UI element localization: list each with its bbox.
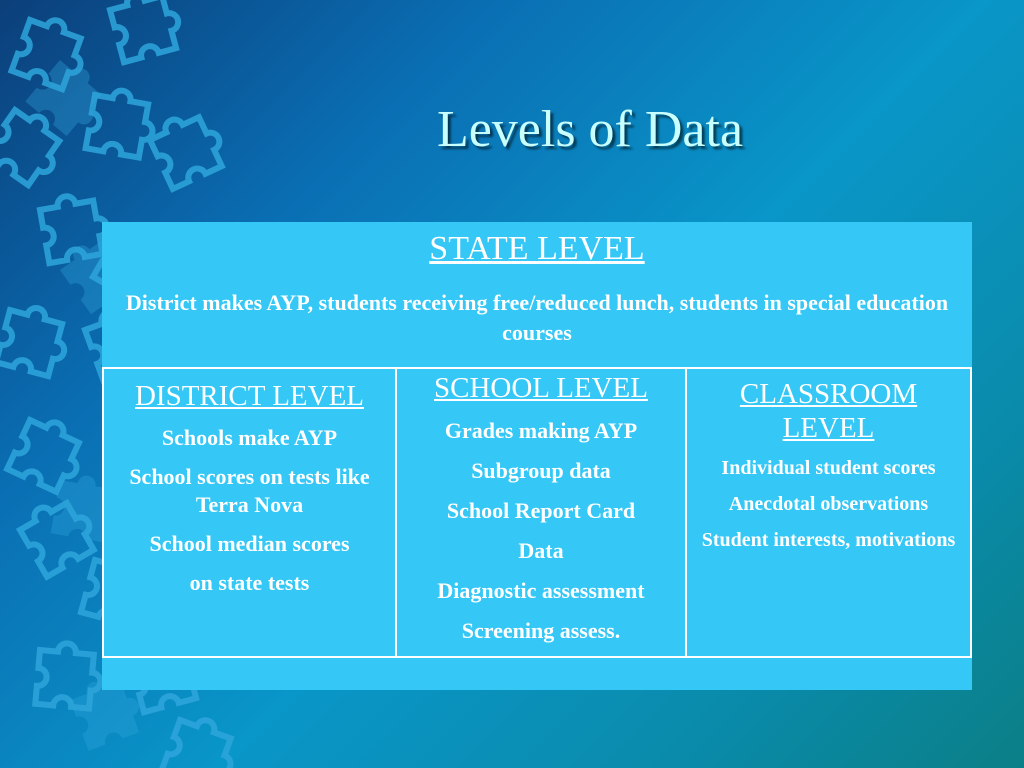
levels-columns	[102, 367, 972, 658]
district-level-list	[112, 424, 387, 597]
school-level-column	[395, 369, 685, 656]
district-level-column	[104, 369, 395, 656]
list-item: Diagnostic assessment	[437, 578, 645, 603]
list-item: Screening assess.	[461, 618, 621, 643]
district-level-heading: DISTRICT LEVEL	[134, 380, 365, 412]
school-level-heading: SCHOOL LEVEL	[434, 372, 648, 404]
list-item: Data	[518, 538, 564, 563]
list-item: School median scores	[149, 531, 350, 556]
list-item: School scores on tests like Terra Nova	[129, 464, 370, 517]
levels-panel	[102, 222, 972, 690]
list-item: Subgroup data	[471, 458, 611, 483]
list-item: Anecdotal observations	[728, 493, 929, 515]
slide-title: Levels of Data	[436, 101, 744, 158]
classroom-level-list	[697, 455, 960, 553]
list-item: Grades making AYP	[444, 418, 638, 443]
state-level-description: District makes AYP, students receiving free/reduced lunch, students in special education courses	[125, 290, 949, 345]
list-item: Schools make AYP	[161, 425, 338, 450]
list-item: School Report Card	[446, 498, 636, 523]
list-item: Individual student scores	[721, 457, 936, 479]
state-level-heading: STATE LEVEL	[429, 230, 645, 267]
list-item: Student interests, motivations	[701, 529, 956, 551]
school-level-list	[403, 417, 679, 645]
list-item: on state tests	[189, 570, 310, 595]
classroom-level-column	[685, 369, 970, 656]
classroom-level-heading: CLASSROOM LEVEL	[739, 378, 918, 444]
